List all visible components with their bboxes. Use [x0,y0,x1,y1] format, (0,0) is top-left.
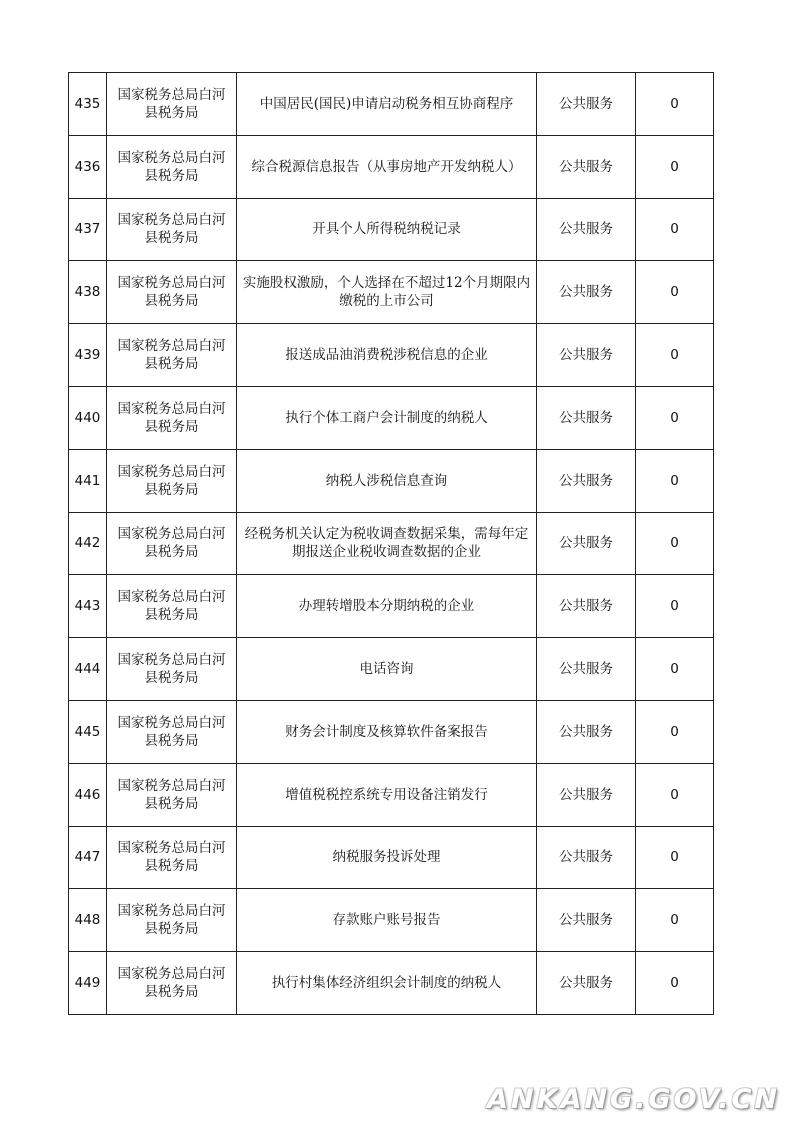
count-cell: 0 [636,638,714,701]
category-cell: 公共服务 [537,198,636,261]
table-row [69,889,714,952]
category-cell: 公共服务 [537,952,636,1015]
row-number-cell: 436 [69,135,107,198]
service-items-table [68,72,714,1015]
table-row [69,575,714,638]
agency-cell: 国家税务总局白河县税务局 [107,261,237,324]
table-body [69,73,714,1015]
table-row [69,261,714,324]
agency-cell: 国家税务总局白河县税务局 [107,889,237,952]
service-item-cell: 开具个人所得税纳税记录 [237,198,537,261]
category-cell: 公共服务 [537,73,636,136]
category-cell: 公共服务 [537,763,636,826]
table-row [69,638,714,701]
count-cell: 0 [636,324,714,387]
table-row [69,324,714,387]
agency-cell: 国家税务总局白河县税务局 [107,386,237,449]
agency-cell: 国家税务总局白河县税务局 [107,575,237,638]
count-cell: 0 [636,135,714,198]
service-item-cell: 中国居民(国民)申请启动税务相互协商程序 [237,73,537,136]
row-number-cell: 444 [69,638,107,701]
row-number-cell: 447 [69,826,107,889]
service-item-cell: 存款账户账号报告 [237,889,537,952]
category-cell: 公共服务 [537,386,636,449]
category-cell: 公共服务 [537,826,636,889]
table-row [69,952,714,1015]
service-item-cell: 财务会计制度及核算软件备案报告 [237,700,537,763]
agency-cell: 国家税务总局白河县税务局 [107,324,237,387]
row-number-cell: 441 [69,449,107,512]
service-item-cell: 纳税人涉税信息查询 [237,449,537,512]
count-cell: 0 [636,386,714,449]
row-number-cell: 443 [69,575,107,638]
service-item-cell: 办理转增股本分期纳税的企业 [237,575,537,638]
site-watermark: ANKANG.GOV.CN [487,1084,780,1115]
agency-cell: 国家税务总局白河县税务局 [107,700,237,763]
count-cell: 0 [636,826,714,889]
table-row [69,73,714,136]
service-item-cell: 增值税税控系统专用设备注销发行 [237,763,537,826]
row-number-cell: 449 [69,952,107,1015]
table-row [69,135,714,198]
row-number-cell: 448 [69,889,107,952]
row-number-cell: 438 [69,261,107,324]
category-cell: 公共服务 [537,700,636,763]
table-row [69,826,714,889]
service-item-cell: 经税务机关认定为税收调查数据采集，需每年定期报送企业税收调查数据的企业 [237,512,537,575]
count-cell: 0 [636,575,714,638]
table-row [69,386,714,449]
agency-cell: 国家税务总局白河县税务局 [107,512,237,575]
category-cell: 公共服务 [537,324,636,387]
category-cell: 公共服务 [537,135,636,198]
agency-cell: 国家税务总局白河县税务局 [107,73,237,136]
count-cell: 0 [636,512,714,575]
table-row [69,700,714,763]
agency-cell: 国家税务总局白河县税务局 [107,638,237,701]
category-cell: 公共服务 [537,261,636,324]
row-number-cell: 442 [69,512,107,575]
row-number-cell: 446 [69,763,107,826]
agency-cell: 国家税务总局白河县税务局 [107,763,237,826]
count-cell: 0 [636,73,714,136]
service-item-cell: 综合税源信息报告（从事房地产开发纳税人） [237,135,537,198]
service-item-cell: 执行村集体经济组织会计制度的纳税人 [237,952,537,1015]
row-number-cell: 435 [69,73,107,136]
agency-cell: 国家税务总局白河县税务局 [107,449,237,512]
category-cell: 公共服务 [537,575,636,638]
agency-cell: 国家税务总局白河县税务局 [107,952,237,1015]
count-cell: 0 [636,261,714,324]
service-item-cell: 电话咨询 [237,638,537,701]
category-cell: 公共服务 [537,638,636,701]
count-cell: 0 [636,449,714,512]
service-item-cell: 实施股权激励，个人选择在不超过12个月期限内缴税的上市公司 [237,261,537,324]
agency-cell: 国家税务总局白河县税务局 [107,135,237,198]
row-number-cell: 439 [69,324,107,387]
count-cell: 0 [636,700,714,763]
category-cell: 公共服务 [537,449,636,512]
count-cell: 0 [636,952,714,1015]
service-item-cell: 执行个体工商户会计制度的纳税人 [237,386,537,449]
category-cell: 公共服务 [537,512,636,575]
table-row [69,512,714,575]
row-number-cell: 437 [69,198,107,261]
count-cell: 0 [636,198,714,261]
category-cell: 公共服务 [537,889,636,952]
table-row [69,198,714,261]
count-cell: 0 [636,763,714,826]
row-number-cell: 445 [69,700,107,763]
agency-cell: 国家税务总局白河县税务局 [107,198,237,261]
row-number-cell: 440 [69,386,107,449]
count-cell: 0 [636,889,714,952]
agency-cell: 国家税务总局白河县税务局 [107,826,237,889]
service-item-cell: 报送成品油消费税涉税信息的企业 [237,324,537,387]
service-item-cell: 纳税服务投诉处理 [237,826,537,889]
table-row [69,449,714,512]
table-row [69,763,714,826]
